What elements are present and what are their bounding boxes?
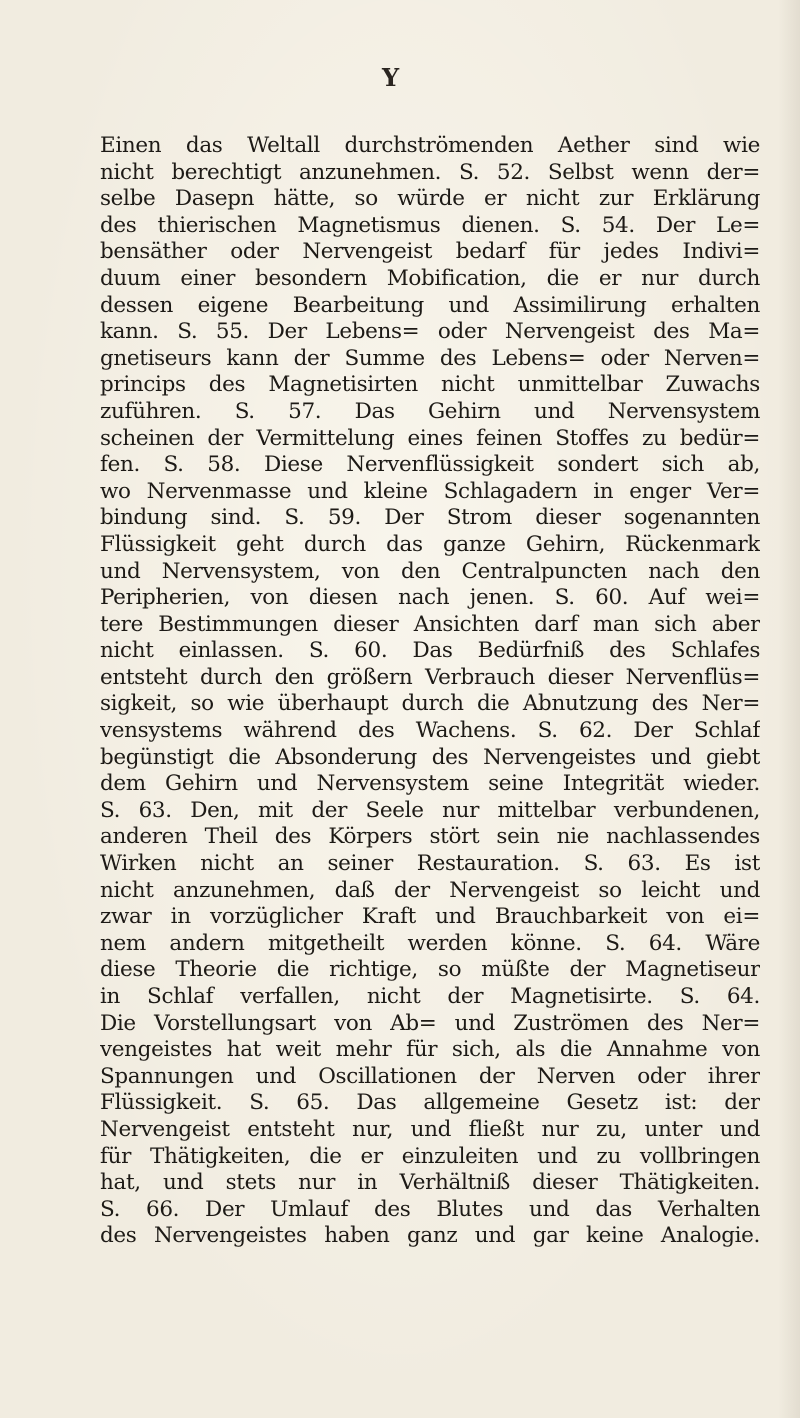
text-line: sigkeit, so wie überhaupt durch die Abnutzung des Ner=: [100, 691, 760, 717]
text-line: vensystems während des Wachens. S. 62. Der Schlaf: [100, 718, 760, 744]
text-line: für Thätigkeiten, die er einzuleiten und zu vollbringen: [100, 1143, 760, 1169]
text-line: Die Vorstellungsart von Ab= und Zuströmen des Ner=: [100, 1010, 760, 1036]
text-line: zwar in vorzüglicher Kraft und Brauchbarkeit von ei=: [100, 904, 760, 930]
text-line: Wirken nicht an seiner Restauration. S. 63. Es ist: [100, 851, 760, 877]
text-line: S. 63. Den, mit der Seele nur mittelbar verbundenen,: [100, 797, 760, 823]
text-line: fen. S. 58. Diese Nervenflüssigkeit sondert sich ab,: [100, 452, 760, 478]
text-line: des Nervengeistes haben ganz und gar keine Analogie.: [100, 1223, 760, 1249]
text-line: dem Gehirn und Nervensystem seine Integrität wieder.: [100, 771, 760, 797]
text-line: Flüssigkeit geht durch das ganze Gehirn, Rückenmark: [100, 531, 760, 557]
text-line: anderen Theil des Körpers stört sein nie nachlassendes: [100, 824, 760, 850]
text-line: wo Nervenmasse und kleine Schlagadern in enger Ver=: [100, 478, 760, 504]
text-line: in Schlaf verfallen, nicht der Magnetisirte. S. 64.: [100, 984, 760, 1009]
text-line: Spannungen und Oscillationen der Nerven oder ihrer: [100, 1063, 760, 1089]
text-line: vengeistes hat weit mehr für sich, als die Annahme von: [100, 1037, 760, 1063]
page-edge-shadow: [778, 0, 800, 1418]
text-line: princips des Magnetisirten nicht unmittelbar Zuwachs: [100, 372, 760, 398]
text-line: kann. S. 55. Der Lebens= oder Nervengeist des Ma=: [100, 319, 760, 345]
text-line: duum einer besondern Mobification, die er nur durch: [100, 265, 760, 291]
text-line: begünstigt die Absonderung des Nervengeistes und giebt: [100, 744, 760, 770]
text-line: bindung sind. S. 59. Der Strom dieser sogenannten: [100, 505, 760, 531]
text-line: Peripherien, von diesen nach jenen. S. 60. Auf wei=: [100, 585, 760, 611]
text-line: S. 66. Der Umlauf des Blutes und das Verhalten: [100, 1196, 760, 1222]
text-line: selbe Dasepn hätte, so würde er nicht zur Erklärung: [100, 186, 760, 212]
text-line: gnetiseurs kann der Summe des Lebens= oder Nerven=: [100, 345, 760, 371]
text-line: entsteht durch den größern Verbrauch dieser Nervenflüs=: [100, 664, 760, 690]
text-line: nem andern mitgetheilt werden könne. S. 64. Wäre: [100, 930, 760, 956]
text-line: nicht berechtigt anzunehmen. S. 52. Selbst wenn der=: [100, 159, 760, 185]
text-line: hat, und stets nur in Verhältniß dieser Thätigkeiten.: [100, 1170, 760, 1196]
text-line: dessen eigene Bearbeitung und Assimilirung erhalten: [100, 292, 760, 318]
text-line: nicht anzunehmen, daß der Nervengeist so leicht und: [100, 877, 760, 903]
text-line: des thierischen Magnetismus dienen. S. 54. Der Le=: [100, 212, 760, 238]
text-line: und Nervensystem, von den Centralpuncten nach den: [100, 558, 760, 584]
page-top-mark: Y: [382, 63, 400, 92]
text-line: zuführen. S. 57. Das Gehirn und Nervensystem: [100, 398, 760, 424]
text-line: tere Bestimmungen dieser Ansichten darf man sich aber: [100, 611, 760, 637]
text-line: Nervengeist entsteht nur, und fließt nur zu, unter und: [100, 1116, 760, 1142]
text-line: bensäther oder Nervengeist bedarf für jedes Indivi=: [100, 239, 760, 265]
text-line: diese Theorie die richtige, so müßte der Magnetiseur: [100, 957, 760, 983]
text-line: Einen das Weltall durchströmenden Aether sind wie: [100, 133, 760, 158]
text-line: Flüssigkeit. S. 65. Das allgemeine Gesetz ist: der: [100, 1090, 760, 1116]
body-text: [100, 133, 760, 1250]
text-line: nicht einlassen. S. 60. Das Bedürfniß des Schlafes: [100, 638, 760, 664]
text-line: scheinen der Vermittelung eines feinen Stoffes zu bedür=: [100, 425, 760, 451]
